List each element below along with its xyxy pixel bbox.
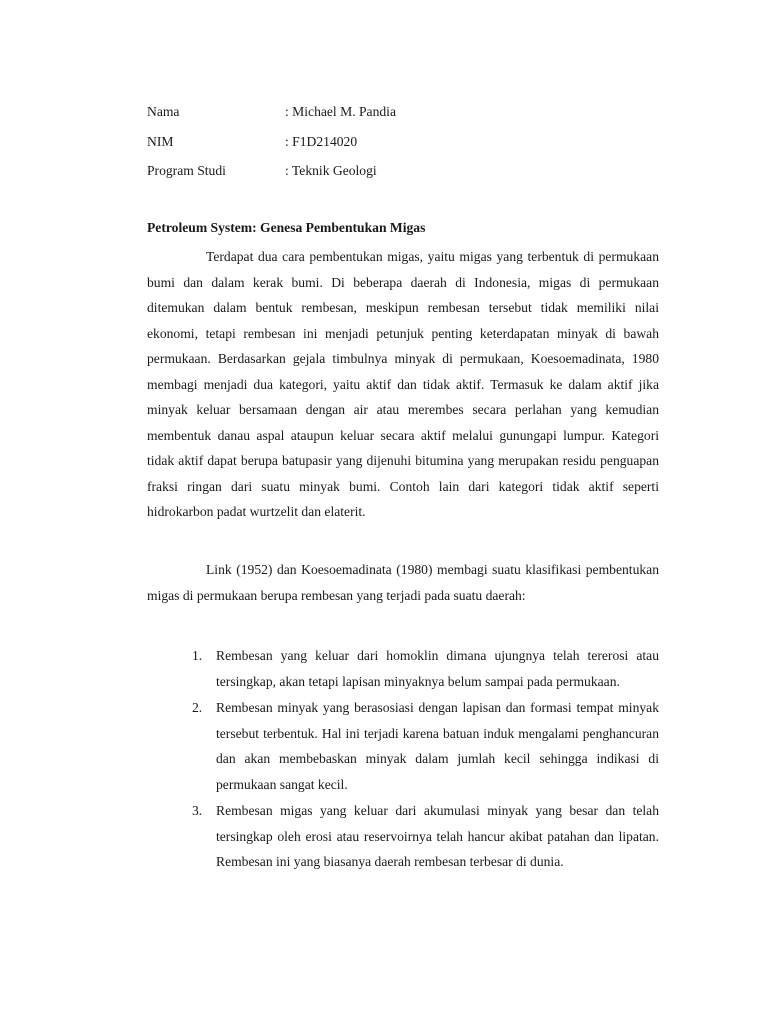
info-label: Nama — [147, 104, 180, 119]
list-text: Rembesan minyak yang berasosiasi dengan lapisan dan formasi tempat minyak tersebut terbentuk. Hal ini terjadi karena batuan induk mengalami penghancuran dan akan membebaskan minyak dalam jumlah kecil sehingga indikasi di permukaan sangat kecil. — [216, 700, 659, 792]
list-item — [147, 643, 659, 694]
document-title: Petroleum System: Genesa Pembentukan Migas — [147, 220, 426, 235]
info-value: : Michael M. Pandia — [285, 104, 396, 119]
list-number: 3. — [192, 803, 203, 818]
info-label: Program Studi — [147, 163, 226, 178]
info-value: : Teknik Geologi — [285, 163, 377, 178]
info-row-nim — [147, 132, 659, 162]
paragraph: Terdapat dua cara pembentukan migas, yaitu migas yang terbentuk di permukaan bumi dan dalam kerak bumi. Di beberapa daerah di Indonesia, migas di permukaan ditemukan dalam bentuk rembesan, meskipun rembesan tersebut tidak memiliki nilai ekonomi, tetapi rembesan ini menjadi petunjuk penting keterdapatan minyak di bawah permukaan. Berdasarkan gejala timbulnya minyak di permukaan, Koesoemadinata, 1980 membagi menjadi dua kategori, yaitu aktif dan tidak aktif. Termasuk ke dalam aktif jika minyak keluar bersamaan dengan air atau merembes secara perlahan yang kemudian membentuk danau aspal ataupun keluar secara aktif melalui gunungapi lumpur. Kategori tidak aktif dapat berupa batupasir yang dijenuhi bitumina yang merupakan residu penguapan fraksi ringan dari suatu minyak bumi. Contoh lain dari kategori tidak aktif seperti hidrokarbon padat wurtzelit dan elaterit. — [147, 249, 659, 519]
info-value: : F1D214020 — [285, 133, 358, 149]
student-info — [147, 102, 659, 191]
list-text: Rembesan yang keluar dari homoklin dimana ujungnya telah tererosi atau tersingkap, akan tetapi lapisan minyaknya belum sampai pada permukaan. — [216, 648, 659, 689]
list-text: Rembesan migas yang keluar dari akumulasi minyak yang besar dan telah tersingkap oleh erosi atau reservoirnya telah hancur akibat patahan dan lipatan. Rembesan ini yang biasanya daerah rembesan terbesar di dunia. — [216, 803, 659, 869]
info-label: NIM — [147, 133, 174, 149]
list-item — [147, 695, 659, 797]
list-number: 2. — [192, 700, 203, 715]
info-row-name — [147, 102, 659, 132]
info-row-program — [147, 161, 659, 191]
list-number: 1. — [192, 648, 203, 663]
numbered-list — [147, 643, 659, 876]
list-item — [147, 798, 659, 875]
paragraph: Link (1952) dan Koesoemadinata (1980) membagi suatu klasifikasi pembentukan migas di permukaan berupa rembesan yang terjadi pada suatu daerah: — [147, 562, 659, 603]
